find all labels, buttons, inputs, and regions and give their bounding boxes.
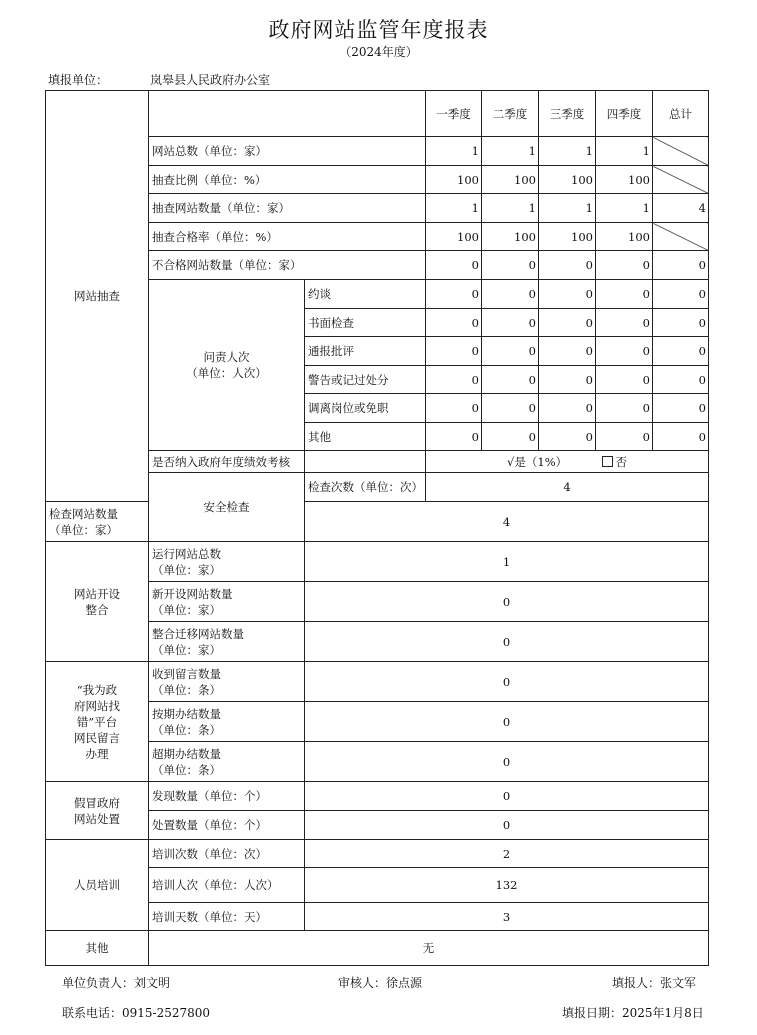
report-table (45, 90, 709, 966)
footer-phone: 联系电话：0915-2527800 (62, 1006, 211, 1020)
cell-q1: 100 (426, 223, 482, 251)
table-row (46, 542, 709, 582)
header-q2: 二季度 (482, 91, 539, 137)
footer-responsible: 单位负责人：刘文明 (62, 976, 171, 990)
footer-date: 填报日期：2025年1月8日 (562, 1006, 704, 1020)
cell-q3: 100 (539, 223, 596, 251)
cell-value: 4 (426, 473, 709, 502)
cell-value: 1 (305, 542, 709, 582)
cell-q3: 0 (539, 366, 596, 394)
performance-value (426, 451, 709, 473)
section-inspection: 网站抽查 (46, 91, 149, 502)
footer-reviewer: 审核人：徐点源 (338, 976, 423, 990)
cell-q4: 1 (596, 137, 653, 166)
cell-q3: 100 (539, 166, 596, 194)
cell-total: 0 (653, 423, 709, 451)
cell-q3: 0 (539, 309, 596, 337)
table-row (46, 662, 709, 702)
header-total: 总计 (653, 91, 709, 137)
cell-total: 0 (653, 337, 709, 366)
page-title: 政府网站监管年度报表 (268, 18, 489, 42)
row-label: 新开设网站数量 （单位：家） (149, 582, 305, 622)
cell-q3: 0 (539, 251, 596, 280)
cell-q1: 0 (426, 366, 482, 394)
row-label: 整合迁移网站数量 （单位：家） (149, 622, 305, 662)
table-row (46, 502, 709, 542)
cell-q3: 0 (539, 280, 596, 309)
footer-filler: 填报人：张文军 (612, 976, 697, 990)
cell-q3: 0 (539, 423, 596, 451)
cell-total: 0 (653, 251, 709, 280)
row-label: 培训次数（单位：次） (149, 840, 305, 868)
performance-blank (305, 451, 426, 473)
cell-q4: 0 (596, 337, 653, 366)
performance-yes: √是（1%） (507, 454, 568, 469)
row-label: 发现数量（单位：个） (149, 782, 305, 811)
cell-q4: 0 (596, 251, 653, 280)
cell-q2: 0 (482, 394, 539, 423)
reporting-unit (48, 71, 271, 88)
section-fake: 假冒政府 网站处置 (46, 782, 149, 840)
cell-q2: 0 (482, 251, 539, 280)
section-training: 人员培训 (46, 840, 149, 931)
cell-total: 4 (653, 194, 709, 223)
cell-total: 0 (653, 280, 709, 309)
row-label: 书面检查 (305, 309, 426, 337)
cell-q4: 100 (596, 166, 653, 194)
other-value: 无 (149, 931, 709, 966)
cell-value: 132 (305, 868, 709, 903)
row-label: 约谈 (305, 280, 426, 309)
row-label: 抽查网站数量（单位：家） (149, 194, 426, 223)
cell-total-na (653, 223, 709, 251)
cell-q1: 0 (426, 337, 482, 366)
report-year: （2024年度） (339, 45, 418, 59)
row-label: 不合格网站数量（单位：家） (149, 251, 426, 280)
accountability-label: 问责人次 （单位：人次） (149, 280, 305, 451)
reporting-unit-value: 岚皋县人民政府办公室 (150, 73, 271, 87)
table-row (46, 931, 709, 966)
cell-q1: 0 (426, 280, 482, 309)
row-label: 网站总数（单位：家） (149, 137, 426, 166)
cell-value: 3 (305, 903, 709, 931)
cell-q3: 0 (539, 394, 596, 423)
row-label: 抽查比例（单位：%） (149, 166, 426, 194)
cell-total: 0 (653, 366, 709, 394)
header-row (46, 91, 709, 137)
row-label: 其他 (305, 423, 426, 451)
cell-q4: 0 (596, 280, 653, 309)
row-label: 警告或记过处分 (305, 366, 426, 394)
cell-value: 0 (305, 662, 709, 702)
row-label: 抽查合格率（单位：%） (149, 223, 426, 251)
cell-value: 0 (305, 782, 709, 811)
cell-q2: 0 (482, 309, 539, 337)
section-message: “我为政 府网站找 错”平台 网民留言 办理 (46, 662, 149, 782)
reporting-unit-label: 填报单位： (48, 73, 109, 87)
cell-q3: 1 (539, 137, 596, 166)
row-label: 培训人次（单位：人次） (149, 868, 305, 903)
cell-q2: 0 (482, 280, 539, 309)
table-row (46, 782, 709, 811)
cell-q2: 0 (482, 423, 539, 451)
cell-q1: 0 (426, 394, 482, 423)
cell-value: 0 (305, 622, 709, 662)
section-security: 安全检查 (149, 473, 305, 542)
cell-total: 0 (653, 394, 709, 423)
row-label: 处置数量（单位：个） (149, 811, 305, 840)
cell-q1: 0 (426, 251, 482, 280)
cell-value: 0 (305, 702, 709, 742)
cell-q3: 0 (539, 337, 596, 366)
cell-total: 0 (653, 309, 709, 337)
cell-q1: 0 (426, 309, 482, 337)
row-label: 运行网站总数 （单位：家） (149, 542, 305, 582)
table-row (46, 840, 709, 868)
performance-label: 是否纳入政府年度绩效考核 (149, 451, 305, 473)
row-label: 通报批评 (305, 337, 426, 366)
cell-q1: 100 (426, 166, 482, 194)
cell-q2: 0 (482, 337, 539, 366)
cell-q4: 0 (596, 423, 653, 451)
row-label: 培训天数（单位：天） (149, 903, 305, 931)
cell-total-na (653, 137, 709, 166)
header-blank (149, 91, 426, 137)
row-label: 收到留言数量 （单位：条） (149, 662, 305, 702)
cell-q1: 1 (426, 137, 482, 166)
cell-q1: 1 (426, 194, 482, 223)
cell-q4: 0 (596, 366, 653, 394)
cell-q4: 0 (596, 309, 653, 337)
cell-value: 0 (305, 582, 709, 622)
cell-q2: 100 (482, 223, 539, 251)
section-other: 其他 (46, 931, 149, 966)
cell-q1: 0 (426, 423, 482, 451)
row-label: 超期办结数量 （单位：条） (149, 742, 305, 782)
row-label: 检查次数（单位：次） (305, 473, 426, 502)
cell-q2: 1 (482, 137, 539, 166)
cell-q2: 1 (482, 194, 539, 223)
cell-q3: 1 (539, 194, 596, 223)
cell-value: 0 (305, 811, 709, 840)
cell-q4: 100 (596, 223, 653, 251)
checkbox-icon (602, 456, 613, 467)
performance-no: 否 (615, 454, 627, 469)
cell-value: 0 (305, 742, 709, 782)
cell-value: 4 (305, 502, 709, 542)
header-q4: 四季度 (596, 91, 653, 137)
header-q3: 三季度 (539, 91, 596, 137)
cell-total-na (653, 166, 709, 194)
cell-q4: 0 (596, 394, 653, 423)
section-opening: 网站开设 整合 (46, 542, 149, 662)
cell-q4: 1 (596, 194, 653, 223)
cell-q2: 0 (482, 366, 539, 394)
row-label: 调离岗位或免职 (305, 394, 426, 423)
header-q1: 一季度 (426, 91, 482, 137)
cell-q2: 100 (482, 166, 539, 194)
row-label: 按期办结数量 （单位：条） (149, 702, 305, 742)
row-label: 检查网站数量 （单位：家） (46, 502, 149, 542)
cell-value: 2 (305, 840, 709, 868)
